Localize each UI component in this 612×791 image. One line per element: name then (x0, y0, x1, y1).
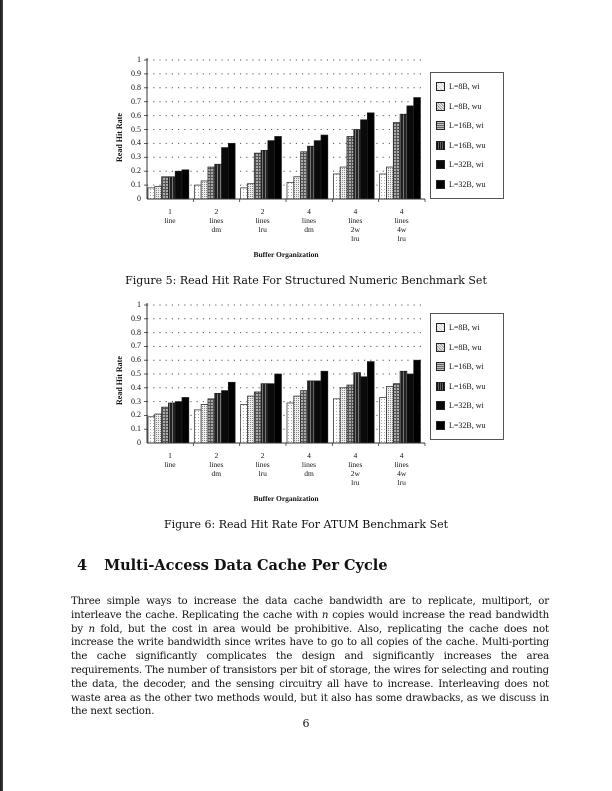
y-tick-label: 0.4 (131, 138, 141, 148)
section-number: 4 (77, 557, 88, 574)
bar (162, 407, 169, 443)
y-tick-label: 0.9 (131, 68, 141, 78)
x-category-label: 4 lines dm (301, 207, 317, 234)
bar (301, 391, 308, 443)
legend-item (436, 396, 503, 416)
figure-5-x-axis-label: Buffer Organization (253, 250, 319, 259)
x-category-label: 4 lines 4w lru (394, 451, 409, 487)
bar (393, 384, 400, 443)
legend-swatch-icon (436, 382, 445, 391)
bar (347, 385, 354, 443)
legend-label: L=8B, wi (449, 323, 480, 333)
x-category-label: 4 lines 4w lru (394, 207, 409, 243)
y-tick-label: 0.5 (131, 369, 141, 378)
y-tick-label: 0.8 (131, 82, 141, 92)
bar (340, 388, 347, 443)
x-category-label: 2 lines lru (255, 207, 270, 234)
legend-label: L=16B, wi (449, 121, 484, 131)
bar (380, 397, 387, 443)
bar (386, 386, 393, 443)
section-title: Multi-Access Data Cache Per Cycle (104, 557, 388, 574)
legend-label: L=32B, wi (449, 401, 484, 411)
bar (294, 396, 301, 443)
legend-swatch-icon (436, 401, 445, 410)
bar (148, 417, 155, 443)
bar (215, 393, 222, 443)
bar (321, 371, 328, 443)
y-tick-label: 0.5 (131, 124, 141, 134)
legend-item (436, 318, 503, 338)
figure-6-legend (430, 313, 504, 440)
legend-item (436, 357, 503, 377)
legend-label: L=16B, wi (449, 362, 484, 372)
figure-5-caption: Figure 5: Read Hit Rate For Structured Numeric Benchmark Set (125, 274, 487, 287)
figure-5-y-axis-label: Read Hit Rate (115, 113, 124, 162)
y-tick-label: 0.4 (131, 382, 141, 392)
bar (307, 381, 314, 443)
bar (182, 397, 189, 443)
y-tick-label: 0.8 (131, 327, 141, 337)
bar (201, 404, 208, 443)
legend-label: L=8B, wi (449, 82, 480, 92)
bar (287, 403, 294, 443)
y-tick-label: 0.2 (131, 410, 141, 420)
x-category-label: 1 line (164, 207, 176, 225)
bar (208, 399, 215, 443)
legend-label: L=16B, wu (449, 381, 486, 391)
x-category-label: 2 lines dm (209, 451, 224, 478)
x-category-label: 4 lines 2w lru (348, 207, 363, 243)
legend-label: L=8B, wu (449, 101, 482, 111)
legend-label: L=32B, wi (449, 160, 484, 170)
y-tick-label: 0.2 (131, 166, 141, 176)
bar (168, 403, 175, 443)
bar (247, 396, 254, 443)
y-tick-label: 0.3 (131, 396, 141, 406)
y-tick-label: 0 (137, 438, 141, 447)
legend-item (436, 416, 503, 436)
section-heading (77, 557, 388, 574)
bar (261, 384, 268, 443)
legend-swatch-icon (436, 323, 445, 332)
y-tick-label: 0.1 (131, 180, 141, 190)
legend-label: L=32B, wu (449, 179, 486, 189)
bar (367, 362, 374, 443)
y-tick-label: 0.6 (131, 355, 141, 365)
x-category-label: 4 lines 2w lru (348, 451, 363, 487)
y-tick-label: 0.7 (131, 96, 141, 106)
x-category-label: 2 lines dm (209, 207, 224, 234)
bar (361, 377, 368, 443)
x-category-label: 1 line (164, 451, 176, 469)
legend-label: L=16B, wu (449, 140, 486, 150)
y-tick-label: 0.3 (131, 152, 141, 162)
bar (314, 381, 321, 443)
legend-label: L=32B, wu (449, 420, 486, 430)
y-tick-label: 0.1 (131, 424, 141, 434)
legend-swatch-icon (436, 421, 445, 430)
figure-6-y-axis-label: Read Hit Rate (115, 356, 124, 405)
bar (275, 374, 282, 443)
bar (194, 410, 201, 443)
y-tick-label: 0.6 (131, 110, 141, 120)
page-number: 6 (302, 717, 310, 730)
y-tick-label: 1 (137, 300, 141, 309)
x-category-label: 4 lines dm (301, 451, 317, 478)
legend-item (436, 377, 503, 397)
bar (241, 404, 248, 443)
bar (222, 391, 229, 443)
y-tick-label: 0.9 (131, 313, 141, 323)
bar (155, 414, 162, 443)
body-paragraph: Three simple ways to increase the data cache bandwidth are to replicate, multiport, or interleave the cache. Replicating the cache with n copies would increase the read bandwidth by n fold, but the cost in area would be prohibitive. Also, replicating the cache does not increase the write bandwidth since writes have to go to all copies of the cache. Multi-porting the cache significantly complicates the design and significantly increases the area requirements. The number of transistors per bit of storage, the wires for selecting and routing the data, the decoder, and the sensing circuitry all have to increase. Interleaving does not waste area as the other two methods would, but it also has some drawbacks, as we discuss in the next section. (71, 596, 549, 718)
legend-swatch-icon (436, 362, 445, 371)
legend-swatch-icon (436, 343, 445, 352)
bar (175, 402, 182, 443)
legend-label: L=8B, wu (449, 342, 482, 352)
y-tick-label: 1 (137, 55, 141, 64)
legend-item (436, 338, 503, 358)
y-tick-label: 0 (137, 194, 141, 203)
bar (354, 373, 361, 443)
x-category-label: 2 lines lru (255, 451, 270, 478)
bar (333, 399, 340, 443)
bar (400, 371, 407, 443)
bar (414, 360, 421, 443)
figure-6-x-axis-label: Buffer Organization (253, 494, 319, 503)
bar (254, 392, 261, 443)
y-tick-label: 0.7 (131, 341, 141, 351)
bar (268, 384, 275, 443)
bar (407, 374, 414, 443)
figure-6-caption: Figure 6: Read Hit Rate For ATUM Benchmark Set (163, 518, 449, 531)
bar (228, 382, 235, 443)
